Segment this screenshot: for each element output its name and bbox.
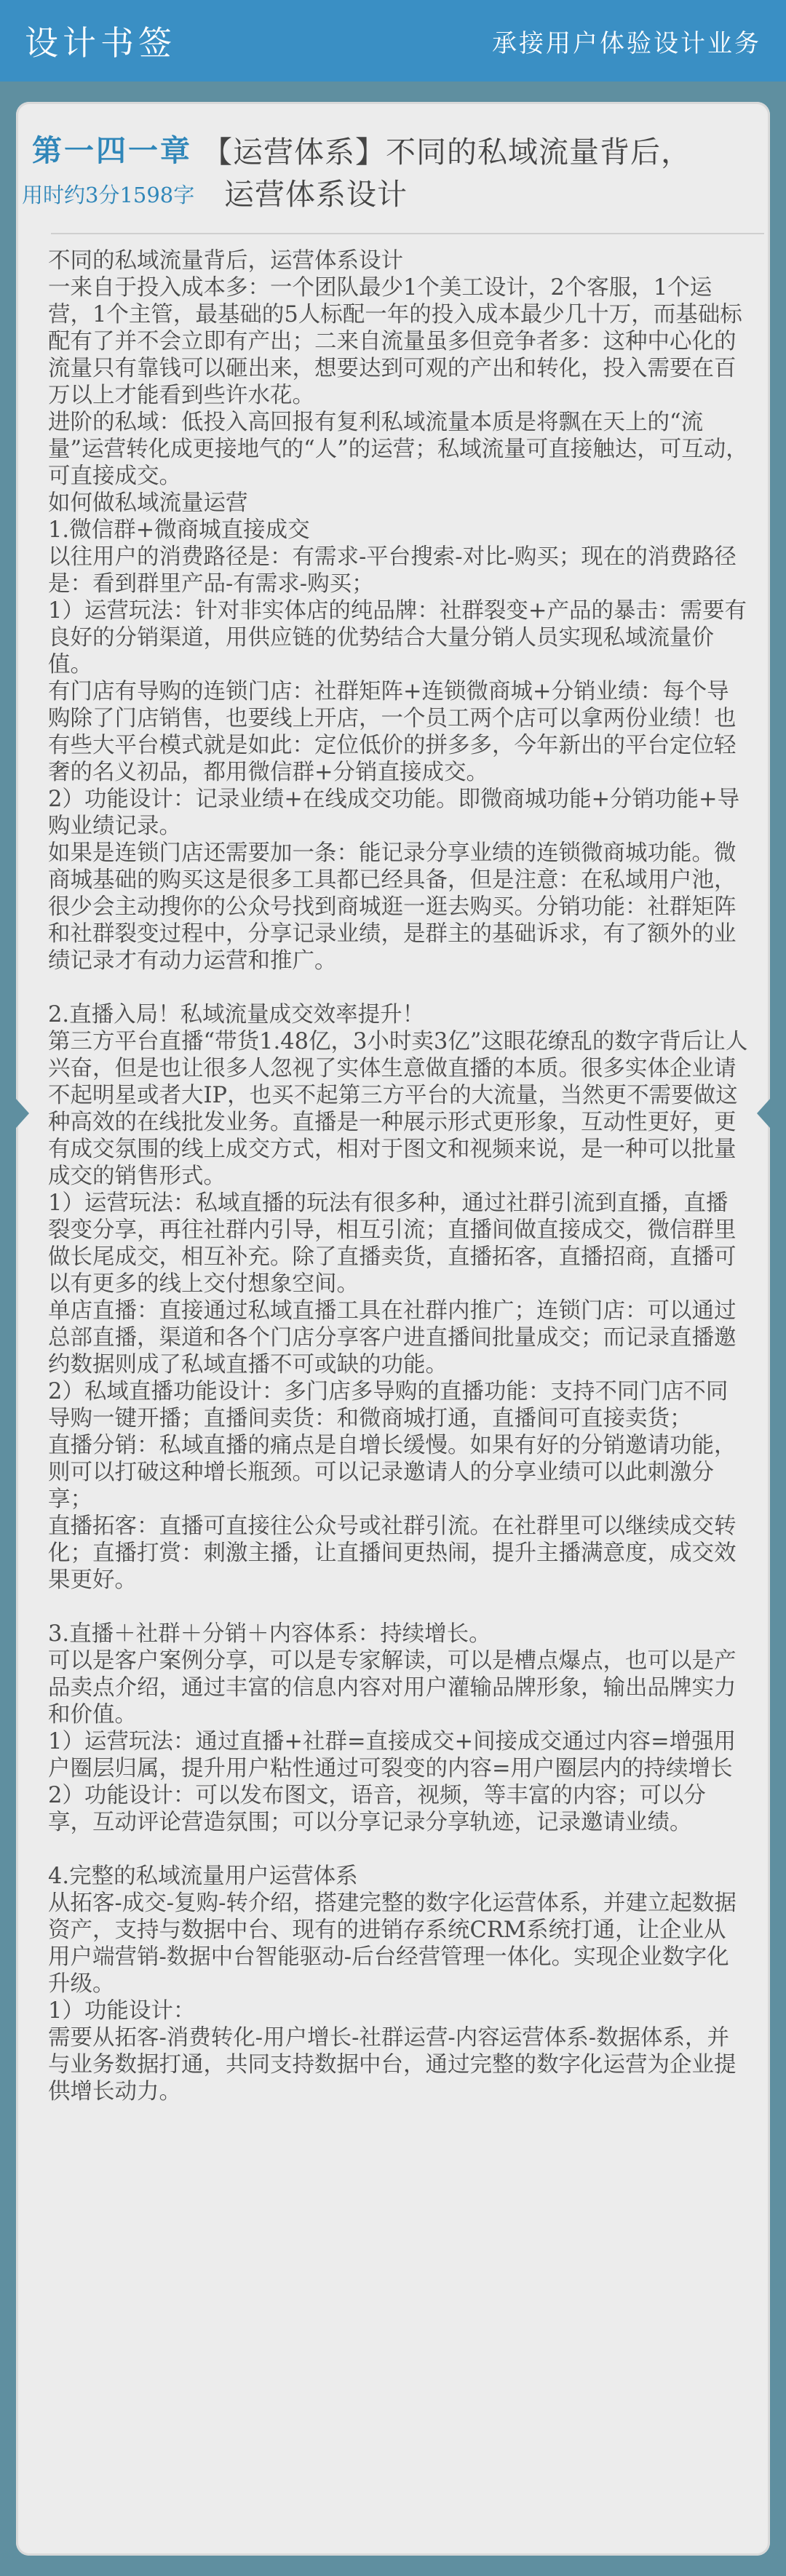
paragraph: 一来自于投入成本多：一个团队最少1个美工设计，2个客服，1个运营，1个主管，最基础的5人标配一年的投入成本最少几十万，而基础标配有了并不会立即有产出；二来自流量虽多但竞争者多：这种中心化的流量只有靠钱可以砸出来，想要达到可观的产出和转化，投入需要在百万以上才能看到些许水花。: [48, 275, 742, 408]
paragraph: 直播分销：私域直播的痛点是自增长缓慢。如果有好的分销邀请功能，则可以打破这种增长瓶颈。可以记录邀请人的分享业绩可以此刺激分享；: [48, 1433, 737, 1512]
paragraph: 1）运营玩法：私域直播的玩法有很多种，通过社群引流到直播，直播裂变分享，再往社群内引导，相互引流；直播间做直接成交，微信群里做长尾成交，相互补充。除了直播卖货，直播拓客，直播招商，直播可以有更多的线上交付想象空间。: [48, 1190, 737, 1297]
paragraph: 不同的私域流量背后，运营体系设计: [48, 248, 403, 274]
brand-slogan: 承接用户体验设计业务: [492, 28, 761, 58]
paragraph: 可以是客户案例分享，可以是专家解读，可以是槽点爆点，也可以是产品卖点介绍，通过丰富的信息内容对用户灌输品牌形象，输出品牌实力和价值。: [48, 1648, 737, 1728]
paragraph: 2）功能设计：可以发布图文，语音，视频，等丰富的内容；可以分享，互动评论营造氛围；可以分享记录分享轨迹，记录邀请业绩。: [48, 1783, 706, 1835]
header-divider: [51, 233, 764, 234]
card-notch-left: [16, 1099, 29, 1128]
article-title-line-2: 运营体系设计: [224, 177, 408, 212]
card-notch-right: [757, 1099, 770, 1128]
article-title-line-1: 【运营体系】不同的私域流量背后，: [202, 135, 691, 170]
paragraph-gap: [48, 1836, 748, 1863]
paragraph: 1）功能设计：: [48, 1998, 196, 2024]
paragraph: 2.直播入局！私域流量成交效率提升！: [48, 1002, 425, 1027]
reading-meta: 用时约3分1598字: [22, 183, 195, 207]
paragraph-gap: [48, 1594, 748, 1621]
paragraph: 如果是连锁门店还需要加一条：能记录分享业绩的连锁微商城功能。微商城基础的购买这是很多工具都已经具备，但是注意：在私域用户池，很少会主动搜你的公众号找到商城逛一逛去购买。分销功能：社群矩阵和社群裂变过程中，分享记录业绩，是群主的基础诉求，有了额外的业绩记录才有动力运营和推广。: [48, 840, 737, 974]
paragraph: 4.完整的私域流量用户运营体系: [48, 1864, 358, 1889]
paragraph: 第三方平台直播“带货1.48亿，3小时卖3亿”这眼花缭乱的数字背后让人兴奋，但是也让很多人忽视了实体生意做直播的本质。很多实体企业请不起明星或者大IP，也买不起第三方平台的大流量，当然更不需要做这种高效的在线批发业务。直播是一种展示形式更形象，互动性更好，更有成交氛围的线上成交方式，相对于图文和视频来说，是一种可以批量成交的销售形式。: [48, 1029, 748, 1189]
brand-name: 设计书签: [25, 23, 176, 63]
paragraph: 如何做私域流量运营: [48, 490, 248, 516]
article-body: [48, 247, 748, 2105]
paragraph: 进阶的私域：低投入高回报有复利私域流量本质是将飘在天上的“流量”运营转化成更接地气的“人”的运营；私域流量可直接触达，可互动，可直接成交。: [48, 410, 748, 489]
paragraph: 1）运营玩法：通过直播+社群=直接成交+间接成交通过内容=增强用户圈层归属，提升用户粘性通过可裂变的内容=用户圈层内的持续增长: [48, 1729, 737, 1781]
top-bar: [0, 0, 786, 82]
paragraph: 1）运营玩法：针对非实体店的纯品牌：社群裂变+产品的暴击：需要有良好的分销渠道，用供应链的优势结合大量分销人员实现私域流量价值。: [48, 598, 747, 677]
paragraph: 2）私域直播功能设计：多门店多导购的直播功能：支持不同门店不同导购一键开播；直播间卖货：和微商城打通，直播间可直接卖货；: [48, 1379, 729, 1431]
paragraph: 1.微信群+微商城直接成交: [48, 517, 310, 543]
paragraph: 2）功能设计：记录业绩+在线成交功能。即微商城功能+分销功能+导购业绩记录。: [48, 787, 740, 839]
chapter-number: 第一四一章: [32, 133, 192, 168]
paragraph: 有门店有导购的连锁门店：社群矩阵+连锁微商城+分销业绩：每个导购除了门店销售，也要线上开店，一个员工两个店可以拿两份业绩！也有些大平台模式就是如此：定位低价的拼多多，今年新出的平台定位轻奢的名义初品，都用微信群+分销直接成交。: [48, 679, 737, 785]
paragraph: 单店直播：直接通过私域直播工具在社群内推广；连锁门店：可以通过总部直播，渠道和各个门店分享客户进直播间批量成交；而记录直播邀约数据则成了私域直播不可或缺的功能。: [48, 1298, 737, 1378]
paragraph: 3.直播＋社群＋分销＋内容体系：持续增长。: [48, 1621, 491, 1647]
article-header: [22, 124, 771, 226]
paragraph: 直播拓客：直播可直接往公众号或社群引流。在社群里可以继续成交转化；直播打赏：刺激主播，让直播间更热闹，提升主播满意度，成交效果更好。: [48, 1514, 737, 1593]
paragraph-gap: [48, 974, 748, 1001]
paragraph: 需要从拓客-消费转化-用户增长-社群运营-内容运营体系-数据体系，并与业务数据打通，共同支持数据中台，通过完整的数字化运营为企业提供增长动力。: [48, 2025, 737, 2104]
paragraph: 从拓客-成交-复购-转介绍，搭建完整的数字化运营体系，并建立起数据资产，支持与数据中台、现有的进销存系统CRM系统打通，让企业从用户端营销-数据中台智能驱动-后台经营管理一体化。实现企业数字化升级。: [48, 1891, 737, 1997]
paragraph: 以往用户的消费路径是：有需求-平台搜索-对比-购买；现在的消费路径是：看到群里产品-有需求-购买；: [48, 544, 737, 597]
